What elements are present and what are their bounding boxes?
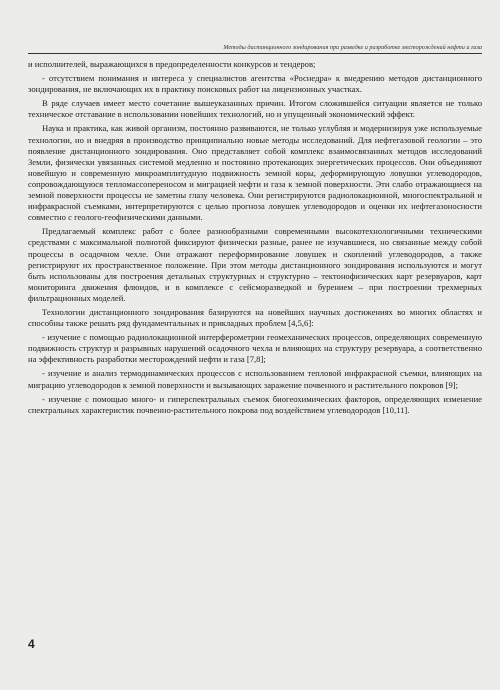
paragraph-4: Наука и практика, как живой организм, постоянно развиваются, не только углубляя и модернизируя уже используемые технологии, но и внедряя в производство принципиально новые методы исследований. Для нефтегазовой геологии – это появление дистанционного зондирования. Оно представляет собой комплекс взаимосвязанных методов исследований Земли, физически увязанных системой медленно и постоянно протекающих энергетических процессов. Они объединяют новейшую и современную микроамплитудную подвижность земной коры, деформирующую ловушки углеводородов, сопровождающуюся тепломассопереносом и миграцией нефти и газа к земной поверхности. Эти слабо отражающиеся на земной поверхности процессы не заметны глазу человека. Они регистрируются радиолокационной, многоспектральной и инфракрасной съемками, интерпретируются с целью прогноза ловушек углеводородов и оценки их нефтегазоносности совместно с геолого-геофизическими данными. [28,123,482,223]
paragraph-8: - изучение и анализ термодинамических процессов с использованием тепловой инфракрасной съемки, влияющих на миграцию углеводородов к земной поверхности и вызывающих заражение почвенного и растительного покровов [9]; [28,368,482,390]
paragraph-2: - отсутствием понимания и интереса у специалистов агентства «Роснедра» к внедрению методов дистанционного зондирования, не включающих их в практику поисковых работ на лицензионных участках. [28,73,482,95]
paragraph-9: - изучение с помощью много- и гиперспектральных съемок биогеохимических факторов, определяющих изменение спектральных характеристик почвенно-растительного покрова под воздействием углеводородов [10,11]. [28,393,482,415]
body-text [28,59,482,419]
paragraph-6: Технологии дистанционного зондирования базируются на новейших научных достижениях во многих областях и способны также решать ряд фундаментальных и прикладных проблем [4,5,6]: [28,306,482,329]
page-number: 4 [28,637,35,651]
paragraph-7: - изучение с помощью радиолокационной интерферометрии геомеханических процессов, определяющих современную подвижность структур и разрывных нарушений осадочного чехла и влияющих на структуру резервуара, а соответственно на эффективность разработки месторождений нефти и газа [7,8]; [28,332,482,365]
running-header: Методы дистанционного зондирования при разведке и разработке месторождений нефти и газа [28,43,482,54]
paragraph-1: и исполнителей, выражающихся в предопределенности конкурсов и тендеров; [28,59,316,69]
paragraph-3: В ряде случаев имеет место сочетание вышеуказанных причин. Итогом сложившейся ситуации является не только техническое отставание в использовании новейших технологий, но и упущенный экономический эффект. [28,98,482,120]
paragraph-5: Предлагаемый комплекс работ с более разнообразными современными высокотехнологичными техническими средствами с максимальной полнотой фиксируют физически разные, ранее не изучавшиеся, но связанные между собой процессы в осадочном чехле. Они отражают переформирование ловушек и скоплений углеводородов, а также регистрируют их пространственное положение. При этом методы дистанционного зондирования используются и могут быть использованы для построения детальных структурных и структурно – тектонофизических карт резервуаров, карт мониторинга движения флюидов, и в комплексе с сейсморазведкой и бурением – при построении трехмерных фильтрационных моделей. [28,226,482,303]
